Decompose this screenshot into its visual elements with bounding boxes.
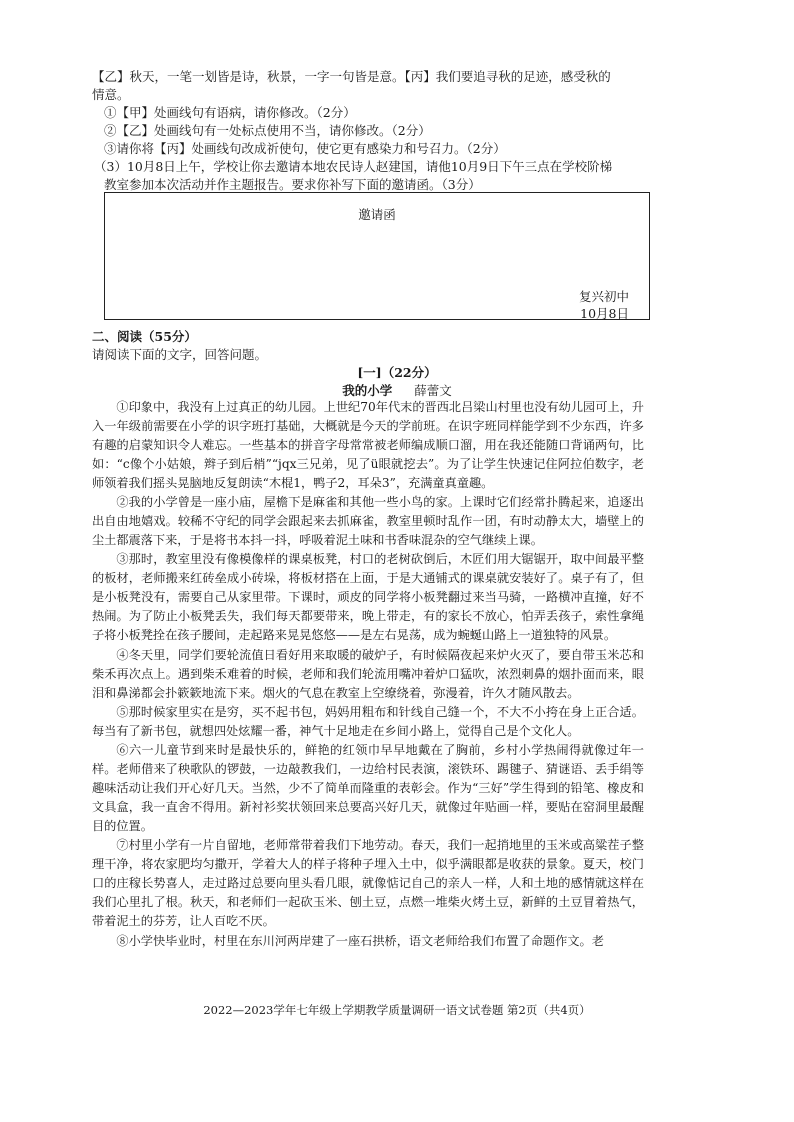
part-label: [一]（22分） xyxy=(357,365,437,380)
question-4-line1: （3）10月8日上午，学校让你去邀请本地农民诗人赵建国，请他10月9日下午三点在学校阶梯 xyxy=(94,159,613,174)
invitation-date: 10月8日 xyxy=(580,306,629,321)
paragraph-2: ②我的小学曾是一座小庙，屋檐下是麻雀和其他一些小鸟的家。上课时它们经常扑腾起来，追逐出出自由地嬉戏。较稀不守纪的同学会跟起来去抓麻雀，教室里顿时乱作一团，有时动静太大，墙壁上的尘土都震落下来，于是将书本抖一抖，呼吸着泥土味和书香味混杂的空气继续上课。 xyxy=(92,495,644,547)
paragraph-6: ⑥六一儿童节到来时是最快乐的，鲜艳的红领巾早早地戴在了胸前，乡村小学热闹得就像过年一样。老师借来了秧歌队的锣鼓，一边敲教我们，一边给村民表演，滚铁环、踢毽子、猜谜语、丢手绢等趣味活动让我们开心好几天。当然，少不了简单而隆重的表彰会。作为“三好”学生得到的铅笔、橡皮和文具盒，我一直舍不得用。新衬衫奖状领回来总要高兴好几天，就像过年贴画一样，要贴在窑洞里最醒目的位置。 xyxy=(92,743,644,833)
article-author: 薛蕾文 xyxy=(414,383,452,398)
article-title: 我的小学 xyxy=(342,383,393,398)
question-2: ②【乙】处画线句有一处标点使用不当，请你修改。（2分） xyxy=(104,123,431,138)
prev-passage-line1: 【乙】秋天，一笔一划皆是诗，秋景，一字一句皆是意。【丙】我们要追寻秋的足迹，感受秋的 xyxy=(92,69,611,84)
paragraph-4: ④冬天里，同学们要轮流值日看好用来取暖的破炉子，有时候隔夜起来炉火灭了，要自带玉米芯和柴禾再次点上。遇到柴禾难着的时候，老师和我们轮流用嘴冲着炉口猛吹，浓烈刺鼻的烟扑面而来，眼泪和鼻涕都会扑簌簌地流下来。烟火的气息在教室上空缭绕着，弥漫着，许久才随风散去。 xyxy=(92,648,644,700)
invitation-answer-box[interactable] xyxy=(104,192,650,320)
paragraph-8: ⑧小学快毕业时，村里在东川河两岸建了一座石拱桥，语文老师给我们布置了命题作文。老 xyxy=(116,934,604,948)
paragraph-3: ③那时，教室里没有像模像样的课桌板凳，村口的老树砍倒后，木匠们用大锯锯开，取中间最平整的板材，老师搬来红砖垒成小砖垛，将板材搭在上面，于是大通铺式的课桌就安装好了。桌子有了，但是小板凳没有，需要自己从家里带。下课时，顽皮的同学将小板凳翻过来当马骑，一路横冲直撞，好不热闹。为了防止小板凳丢失，我们每天都要带来，晚上带走，有的家长不放心，怕弄丢孩子，索性拿绳子将小板凳拴在孩子腰间，走起路来晃晃悠悠——是左右晃荡，成为蜿蜒山路上一道独特的风景。 xyxy=(92,552,644,642)
page-footer: 2022—2023学年七年级上学期教学质量调研一语文试卷题 第2页（共4页） xyxy=(203,1003,591,1017)
section-instruction: 请阅读下面的文字，回答问题。 xyxy=(92,347,268,362)
paragraph-7: ⑦村里小学有一片自留地，老师常带着我们下地劳动。春天，我们一起捎地里的玉米或高粱茬子整理干净，将农家肥均匀撒开，学着大人的样子将种子埋入土中，似乎满眼都是收获的景象。夏天，校门口的庄稼长势喜人，走过路过总要向里头看几眼，就像惦记自己的亲人一样，人和土地的感情就这样在我们心里扎了根。秋天，和老师们一起砍玉米、刨土豆，点燃一堆柴火烤土豆，新鲜的土豆冒着热气，带着泥土的芬芳，让人百吃不厌。 xyxy=(92,838,644,928)
invitation-signer: 复兴初中 xyxy=(578,289,629,304)
prev-passage-line2: 情意。 xyxy=(92,87,130,102)
paragraph-1: ①印象中，我没有上过真正的幼儿园。上世纪70年代末的晋西北吕梁山村里也没有幼儿园可上，升入一年级前需要在小学的识字班打基础，大概就是今天的学前班。在识字班同样能学到不少东西，许多有趣的启蒙知识令人难忘。一些基本的拼音字母常常被老师编成顺口溜，用在我还能随口背诵两句，比如：“c像个小姑娘，辫子到后梢”“jqx三兄弟，见了ü眼就挖去”。为了让学生快速记住阿拉伯数字，老师领着我们摇头晃脑地反复朗读“木棍1，鸭子2，耳朵3”，充满童真童趣。 xyxy=(92,400,644,490)
question-3: ③请你将【丙】处画线句改成祈使句，使它更有感染力和号召力。（2分） xyxy=(104,141,506,156)
invitation-title: 邀请函 xyxy=(358,207,396,222)
paragraph-5: ⑤那时候家里实在是穷，买不起书包，妈妈用粗布和针线自己缝一个，不大不小挎在身上正合适。每当有了新书包，就想四处炫耀一番，神气十足地走在乡间小路上，觉得自己是个文化人。 xyxy=(92,705,644,738)
question-1: ①【甲】处画线句有语病，请你修改。（2分） xyxy=(104,105,356,120)
question-4-line2: 教室参加本次活动并作主题报告。要求你补写下面的邀请函。（3分） xyxy=(104,177,481,192)
section-heading: 二、阅读（55分） xyxy=(92,329,197,344)
